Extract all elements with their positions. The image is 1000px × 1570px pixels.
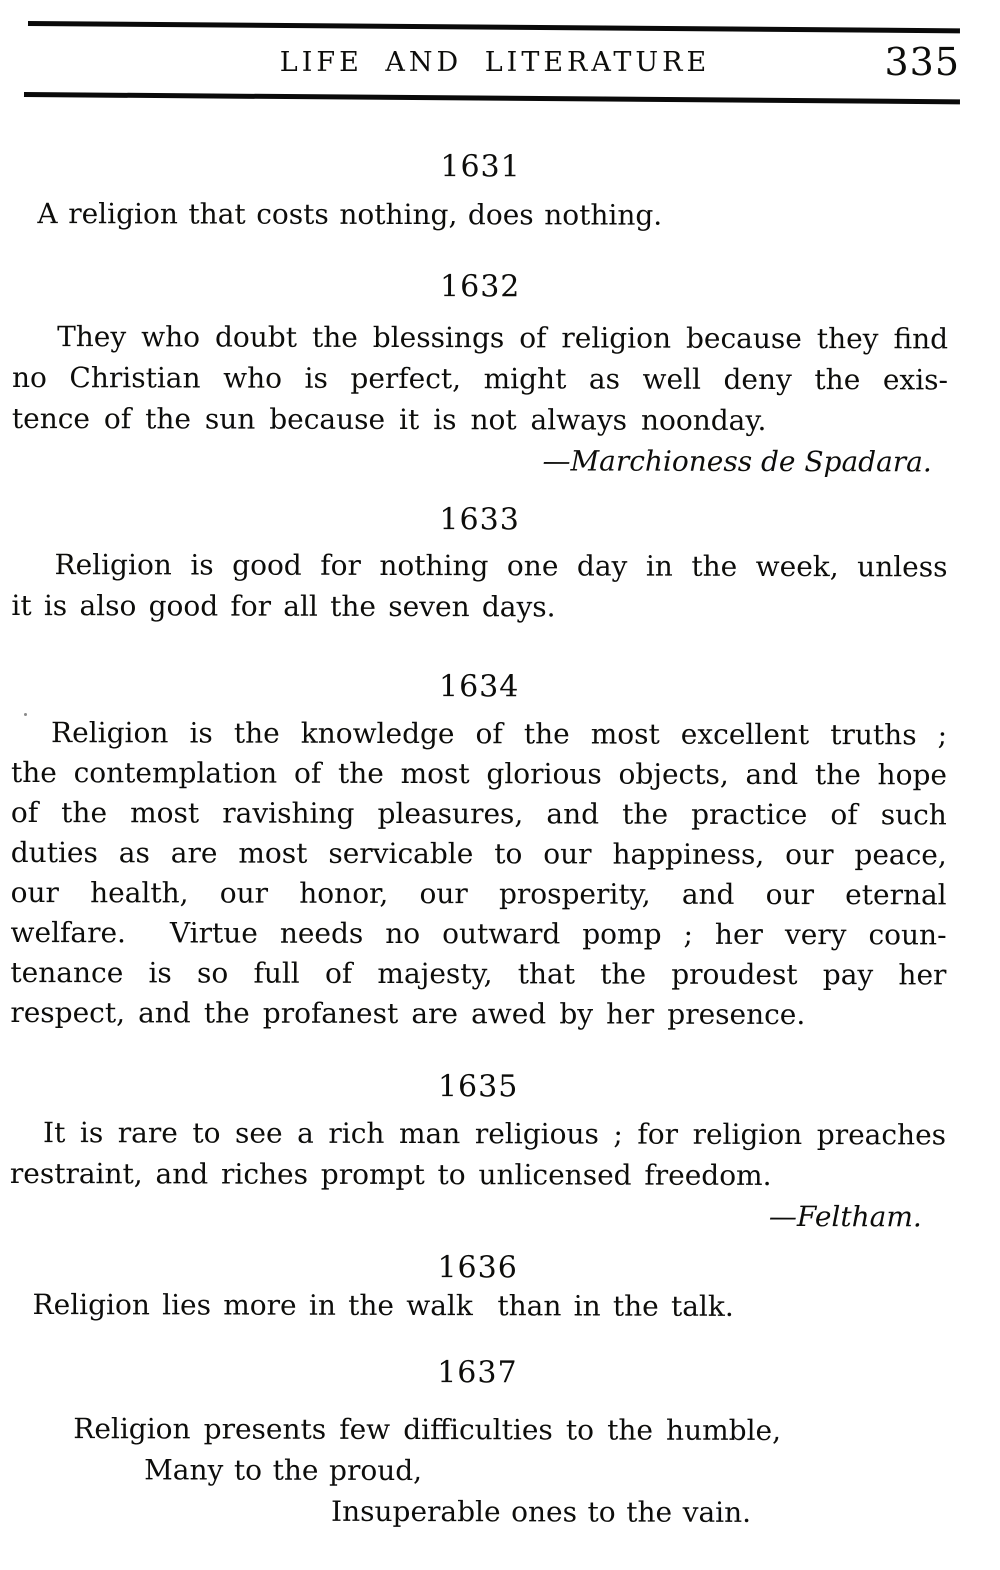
quote-paragraph xyxy=(9,1408,945,1533)
quote-line: Religion lies more in the walk than in the talk. xyxy=(32,1288,734,1323)
quote-paragraph xyxy=(12,316,948,441)
quote-attribution: —Feltham. xyxy=(768,1199,922,1234)
quote-line: of the most ravishing pleasures, and the practice of such xyxy=(10,795,947,832)
quote-line: tenance is so full of majesty, that the proudest pay her xyxy=(10,955,947,992)
quote-line: welfare. Virtue needs no outward pomp ; her very coun- xyxy=(10,915,947,952)
quote-line: the contemplation of the most glorious objects, and the hope xyxy=(10,755,948,792)
quote-section-1635 xyxy=(10,1069,946,1237)
quote-line: our health, our honor, our prosperity, and our eternal xyxy=(10,875,947,912)
quote-line: restraint, and riches prompt to unlicensed freedom. xyxy=(9,1156,772,1192)
quote-number: 1632 xyxy=(440,269,521,305)
quote-line: A religion that costs nothing, does nothing. xyxy=(37,197,663,232)
quote-attribution: —Marchioness de Spadara. xyxy=(542,444,932,479)
quote-paragraph xyxy=(10,1284,946,1327)
header-rule-top xyxy=(28,21,960,33)
quote-line: it is also good for all the seven days. xyxy=(11,588,556,624)
quote-number: 1635 xyxy=(437,1069,519,1105)
header-rule-bottom xyxy=(24,92,960,104)
page-number: 335 xyxy=(884,40,960,84)
quote-paragraph xyxy=(10,1112,946,1196)
quote-section-1633 xyxy=(11,502,947,628)
quote-line: duties as are most servicable to our happiness, our peace, xyxy=(10,835,947,872)
quote-paragraph xyxy=(10,713,947,1035)
quote-number: 1634 xyxy=(438,669,520,705)
quote-line: Religion is the knowledge of the most excellent truths ; xyxy=(51,716,948,752)
quote-paragraph xyxy=(11,544,947,628)
quote-number: 1633 xyxy=(439,502,520,538)
quote-section-1632 xyxy=(12,269,949,482)
quote-number: 1631 xyxy=(440,149,521,185)
quote-section-1636 xyxy=(10,1250,946,1327)
quote-number: 1636 xyxy=(437,1250,518,1286)
quote-line: It is rare to see a rich man religious ; for religion preaches xyxy=(42,1116,947,1152)
quote-line: no Christian who is perfect, might as well deny the exis- xyxy=(11,360,949,397)
quote-line: They who doubt the blessings of religion because they find xyxy=(57,320,949,356)
quote-section-1634 xyxy=(10,669,947,1035)
quote-line: tence of the sun because it is not always noonday. xyxy=(11,401,767,437)
quote-line: Many to the proud, xyxy=(144,1453,423,1488)
quote-line: respect, and the profanest are awed by her presence. xyxy=(10,995,806,1032)
quote-line: Religion is good for nothing one day in the week, unless xyxy=(54,548,948,584)
quote-section-1631 xyxy=(12,149,948,236)
quote-section-1637 xyxy=(9,1355,945,1533)
running-head-title: LIFE AND LITERATURE xyxy=(279,47,711,78)
quote-line: Insuperable ones to the vain. xyxy=(331,1494,752,1529)
quote-paragraph xyxy=(12,193,948,236)
quote-number: 1637 xyxy=(437,1355,518,1391)
quote-line: Religion presents few difficulties to the humble, xyxy=(73,1412,782,1448)
